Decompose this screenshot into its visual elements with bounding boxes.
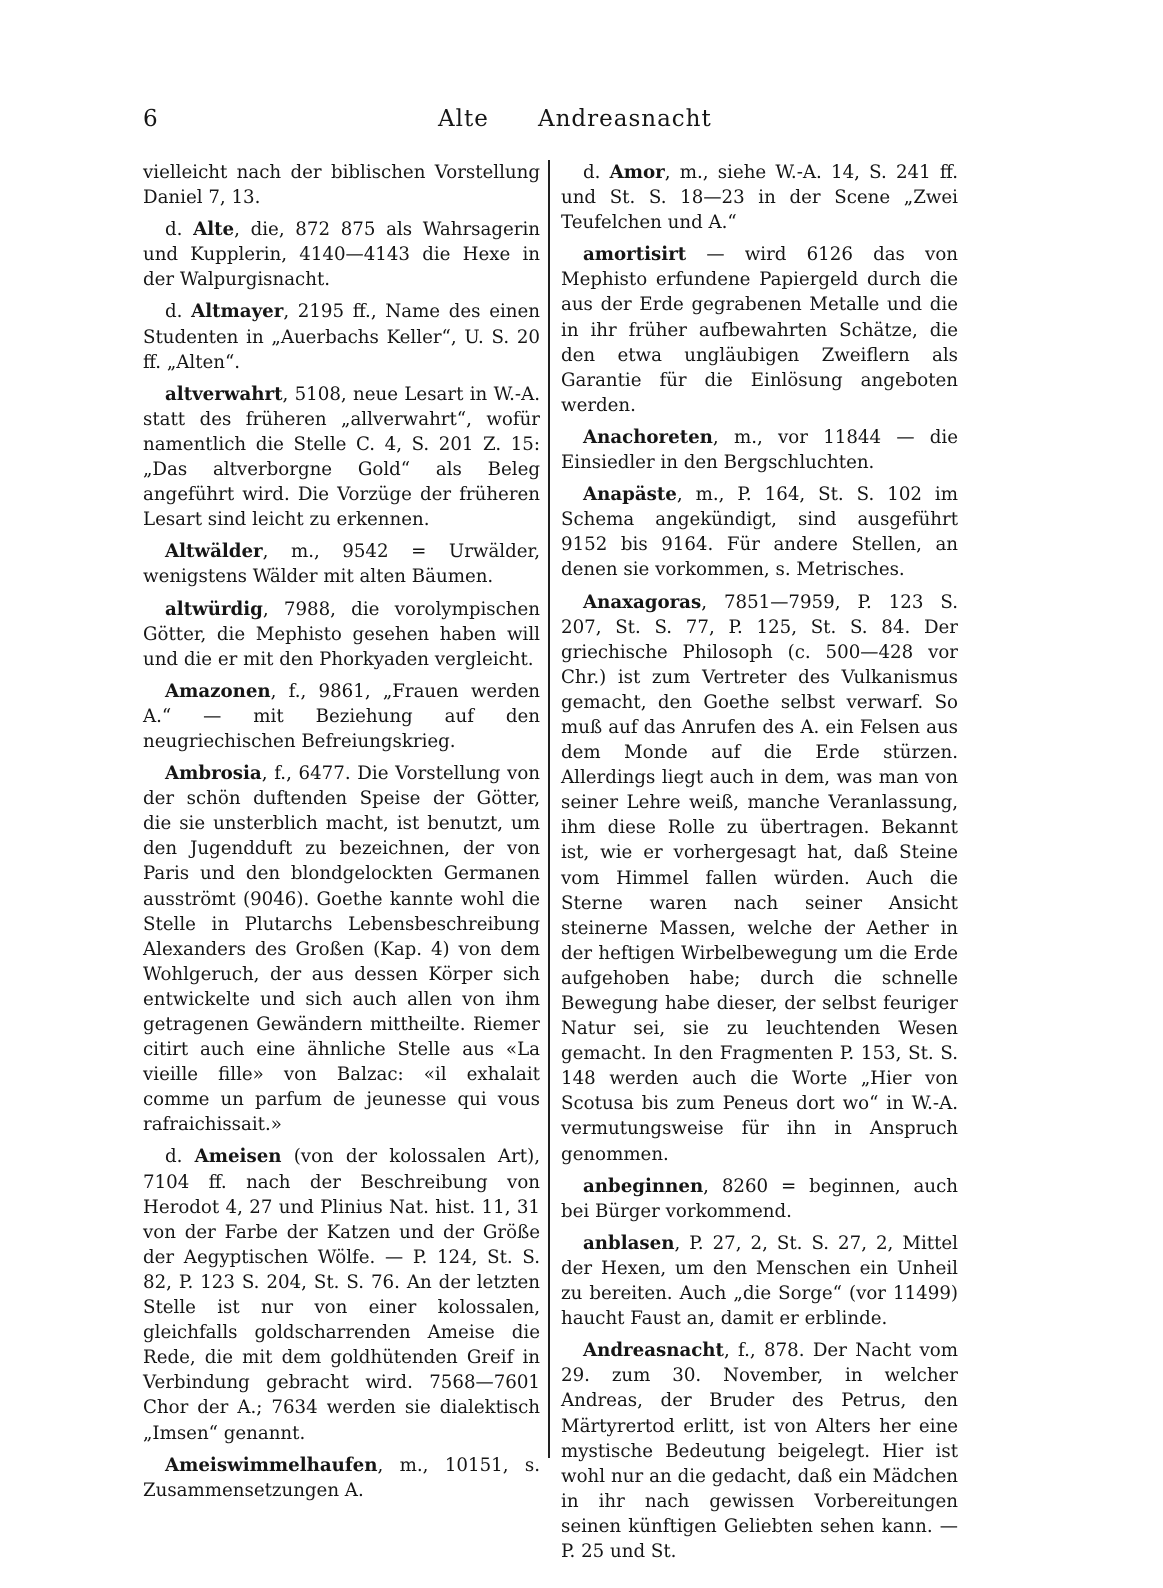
dictionary-entry <box>143 539 540 589</box>
entry-text: , die, 872 875 als Wahrsagerin und Kupplerin, 4140—4143 die Hexe in der Walpurgisnacht. <box>143 219 540 291</box>
entry-headword: Ameisen <box>194 1146 282 1168</box>
entry-headword: Alte <box>193 219 235 241</box>
entry-text: , m., 10151, s. Zusammensetzungen A. <box>143 1454 540 1501</box>
dictionary-entry <box>143 597 540 672</box>
entry-headword: Ameiswimmelhaufen <box>165 1454 378 1476</box>
entry-article: d. <box>583 162 610 183</box>
dictionary-entry <box>561 482 958 582</box>
entry-text: , f., 878. Der Nacht vom 29. zum 30. November, in welcher Andreas, der Bruder des Petrus, den Märtyrertod erlitt, ist von Alters her eine mystische Bedeutung beigelegt. Hier ist wohl nur an die gedacht, daß ein Mädchen in ihr nach gewissen Vorbereitungen seinen künftigen Geliebten sehen kann. — P. 25 und St. <box>561 1340 958 1562</box>
entry-article: d. <box>165 1146 195 1168</box>
dictionary-entry <box>143 299 540 374</box>
dictionary-entry <box>143 160 540 210</box>
entry-text: , P. 27, 2, St. S. 27, 2, Mittel der Hexen, um den Menschen ein Unheil zu bereiten. Auch „die Sorge“ (vor 11499) haucht Faust an, damit er erblinde. <box>561 1232 958 1330</box>
entry-text: , f., 6477. Die Vorstellung von der schön duftenden Speise der Götter, die sie unsterblich macht, ist benutzt, um den Jugendduft zu bezeichnen, der von Paris und den blondgelockten Germanen ausströmt (9046). Goethe kannte wohl die Stelle in Plutarchs Lebensbeschreibung Alexanders des Großen (Kap. 4) von dem Wohlgeruch, der aus dessen Körper sich entwickelte und sich auch allen von ihm getragenen Gewändern mittheilte. Riemer citirt auch eine ähnliche Stelle aus «La vieille fille» von Balzac: «il exhalait comme un parfum de jeunesse qui vous rafraichissait.» <box>143 763 540 1136</box>
entry-article: d. <box>165 301 192 323</box>
entry-text: , m., vor 11844 — die Einsiedler in den Bergschluchten. <box>561 426 958 474</box>
left-column <box>143 160 540 1510</box>
dictionary-entry <box>561 425 958 475</box>
entry-text: , 7851—7959, P. 123 S. 207, St. S. 77, P. 125, St. S. 84. Der griechische Philosoph (c. 500—428 vor Chr.) ist zum Vertreter des Vulkanismus gemacht, den Goethe selbst verwarf. So muß auf das Anrufen des A. ein Felsen aus dem Monde auf die Erde stürzen. Allerdings liegt auch in dem, was man von seiner Lehre weiß, manche Veranlassung, ihm diese Rolle zu übertragen. Bekannt ist, wie er vorhergesagt hat, daß Steine vom Himmel fallen würden. Auch die Sterne waren nach seiner Ansicht steinerne Massen, welche der Aether in der heftigen Wirbelbewegung um die Erde aufgehoben habe; durch die schnelle Bewegung habe dieser, der selbst feuriger Natur sei, sie zu leuchtenden Wesen gemacht. In den Fragmenten P. 153, St. S. 148 werden auch die Worte „Hier von Scotusa bis zum Peneus dort wo“ in W.-A. vermutungsweise für ihn in Anspruch genommen. <box>561 591 958 1165</box>
dictionary-entry <box>561 1338 958 1564</box>
right-column <box>561 160 958 1571</box>
entry-text: , 2195 ff., Name des einen Studenten in „Auerbachs Keller“, U. S. 20 ff. „Alten“. <box>143 301 540 373</box>
dictionary-entry <box>143 761 540 1137</box>
dictionary-entry <box>143 1453 540 1503</box>
entry-headword: anblasen <box>583 1232 675 1254</box>
entry-headword: Altwälder <box>165 541 263 563</box>
running-header <box>0 106 1163 146</box>
entry-headword: Ambrosia <box>165 763 262 785</box>
header-first-entry: Alte <box>438 106 489 132</box>
entry-headword: Amor <box>609 162 665 183</box>
dictionary-entry <box>143 217 540 292</box>
dictionary-entry <box>561 590 958 1167</box>
entry-text: , 8260 = beginnen, auch bei Bürger vorkommend. <box>561 1175 958 1222</box>
dictionary-entry <box>561 242 958 418</box>
dictionary-entry <box>143 382 540 533</box>
entry-text: , m., P. 164, St. S. 102 im Schema angekündigt, sind ausgeführt 9152 bis 9164. Für andere Stellen, an denen sie vorkommen, s. Metrisches. <box>561 484 958 581</box>
entry-text: , 7988, die vorolympischen Götter, die Mephisto gesehen haben will und die er mit den Phorkyaden vergleicht. <box>143 598 540 670</box>
page-number: 6 <box>143 106 158 132</box>
entry-headword: Altmayer <box>191 301 284 323</box>
entry-headword: Anachoreten <box>583 426 713 448</box>
entry-article: d. <box>165 219 194 241</box>
entry-headword: altverwahrt <box>165 383 283 405</box>
entry-headword: amortisirt <box>583 244 687 266</box>
column-divider <box>548 160 550 1458</box>
entry-text: , m., siehe W.-A. 14, S. 241 ff. und St. S. 18—23 in der Scene „Zwei Teufelchen und A.“ <box>561 162 958 234</box>
entry-text: , m., 9542 = Urwälder, wenigstens Wälder mit alten Bäumen. <box>143 541 540 588</box>
dictionary-entry <box>561 1174 958 1224</box>
dictionary-entry <box>561 160 958 235</box>
entry-text: , 5108, neue Lesart in W.-A. statt des früheren „allverwahrt“, wofür namentlich die Stelle C. 4, S. 201 Z. 15: „Das altverborgne Gold“ als Beleg angeführt wird. Die Vorzüge der früheren Lesart sind leicht zu erkennen. <box>143 383 540 531</box>
entry-text: vielleicht nach der biblischen Vorstellung Daniel 7, 13. <box>143 162 540 209</box>
entry-text: — wird 6126 das von Mephisto erfundene Papiergeld durch die aus der Erde gegrabenen Metalle und die in ihr früher aufbewahrten Schätze, die den etwa ungläubigen Zweiflern als Garantie für die Einlösung angeboten werden. <box>561 244 958 416</box>
dictionary-entry <box>561 1231 958 1331</box>
entry-headword: anbeginnen <box>583 1175 704 1197</box>
dictionary-entry <box>143 679 540 754</box>
entry-headword: Anapäste <box>583 484 677 506</box>
entry-headword: Anaxagoras <box>583 591 702 613</box>
entry-text: , f., 9861, „Frauen werden A.“ — mit Beziehung auf den neugriechischen Befreiungskrieg. <box>143 680 540 752</box>
header-last-entry: Andreasnacht <box>538 106 712 132</box>
entry-headword: Amazonen <box>165 680 271 702</box>
dictionary-entry <box>143 1144 540 1445</box>
entry-headword: Andreasnacht <box>583 1340 724 1362</box>
entry-headword: altwürdig <box>165 598 263 620</box>
entry-text: (von der kolossalen Art), 7104 ff. nach der Beschreibung von Herodot 4, 27 und Plinius Nat. hist. 11, 31 von der Farbe der Katzen und der Größe der Aegyptischen Wölfe. — P. 124, St. S. 82, P. 123 S. 204, St. S. 76. An der letzten Stelle ist nur von einer kolossalen, gleichfalls goldscharrenden Ameise die Rede, die mit dem goldhütenden Greif in Verbindung gebracht wird. 7568—7601 Chor der A.; 7634 werden sie dialektisch „Imsen“ genannt. <box>143 1146 540 1444</box>
